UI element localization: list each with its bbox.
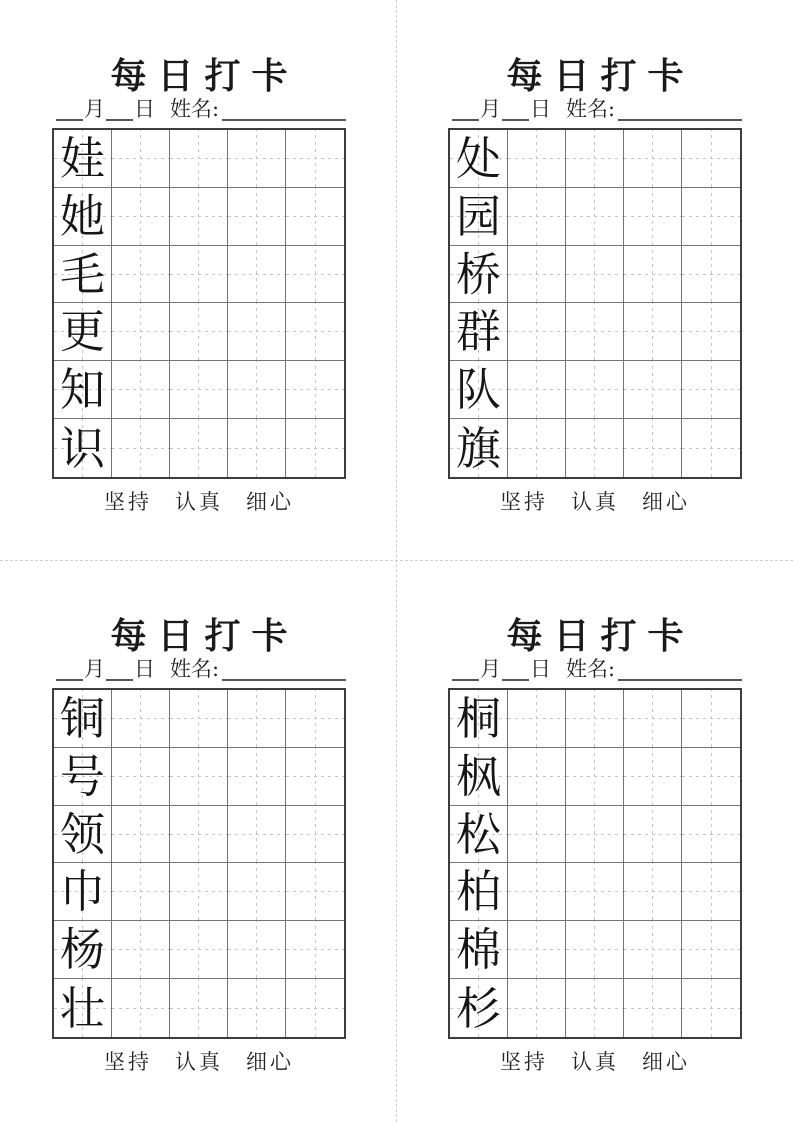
- practice-cell: [508, 130, 566, 188]
- practice-cell: [566, 748, 624, 806]
- practice-cell: [566, 188, 624, 246]
- motto-word: 认真: [175, 1050, 223, 1074]
- practice-cell: [228, 130, 286, 188]
- practice-cell: [566, 690, 624, 748]
- practice-cell: [286, 303, 344, 361]
- character-cell: 号: [54, 748, 112, 806]
- motto-word: 认真: [571, 1050, 619, 1074]
- practice-cell: [508, 361, 566, 419]
- day-label: 日: [134, 96, 155, 121]
- name-label: 姓名:: [170, 656, 220, 681]
- day-blank: [502, 119, 529, 121]
- motto-word: 细心: [246, 490, 294, 514]
- practice-cell: [566, 921, 624, 979]
- day-blank: [106, 679, 133, 681]
- practice-cell: [286, 130, 344, 188]
- practice-cell: [682, 806, 740, 864]
- practice-cell: [566, 303, 624, 361]
- practice-cell: [624, 863, 682, 921]
- practice-cell: [228, 979, 286, 1037]
- practice-cell: [170, 130, 228, 188]
- practice-cell: [566, 863, 624, 921]
- practice-cell: [286, 806, 344, 864]
- name-blank: [222, 679, 346, 681]
- character-cell: 园: [450, 188, 508, 246]
- card-title: 每日打卡: [110, 615, 299, 657]
- practice-cell: [228, 863, 286, 921]
- day-label: 日: [530, 656, 551, 681]
- practice-cell: [682, 690, 740, 748]
- month-blank: [56, 679, 83, 681]
- practice-cell: [624, 690, 682, 748]
- character-cell: 松: [450, 806, 508, 864]
- practice-cell: [170, 246, 228, 304]
- practice-cell: [624, 361, 682, 419]
- practice-cell: [566, 806, 624, 864]
- motto-line: [52, 1046, 346, 1076]
- practice-grid: [448, 128, 742, 479]
- practice-cell: [112, 303, 170, 361]
- day-label: 日: [530, 96, 551, 121]
- character-cell: 娃: [54, 130, 112, 188]
- practice-cell: [682, 863, 740, 921]
- practice-cell: [566, 246, 624, 304]
- practice-cell: [682, 921, 740, 979]
- practice-cell: [624, 419, 682, 477]
- practice-cell: [624, 806, 682, 864]
- date-name-line: [452, 652, 742, 681]
- character-cell: 杉: [450, 979, 508, 1037]
- character-cell: 桥: [450, 246, 508, 304]
- name-blank: [618, 679, 742, 681]
- character-cell: 她: [54, 188, 112, 246]
- motto-word: 坚持: [500, 1050, 548, 1074]
- practice-cell: [286, 979, 344, 1037]
- character-cell: 群: [450, 303, 508, 361]
- date-name-line: [56, 652, 346, 681]
- practice-card-bottom-left: [0, 560, 396, 1120]
- practice-cell: [682, 979, 740, 1037]
- character-cell: 旗: [450, 419, 508, 477]
- practice-cell: [508, 979, 566, 1037]
- practice-cell: [682, 130, 740, 188]
- card-title: 每日打卡: [506, 55, 695, 97]
- practice-cell: [228, 303, 286, 361]
- name-blank: [222, 119, 346, 121]
- practice-grid: [448, 688, 742, 1039]
- card-title: 每日打卡: [506, 615, 695, 657]
- practice-cell: [624, 748, 682, 806]
- practice-cell: [682, 361, 740, 419]
- character-cell: 壮: [54, 979, 112, 1037]
- card-title: 每日打卡: [110, 55, 299, 97]
- practice-card-bottom-right: [396, 560, 792, 1120]
- practice-cell: [170, 188, 228, 246]
- day-blank: [502, 679, 529, 681]
- practice-cell: [624, 921, 682, 979]
- name-label: 姓名:: [170, 96, 220, 121]
- practice-cell: [286, 361, 344, 419]
- character-cell: 柏: [450, 863, 508, 921]
- practice-cell: [170, 979, 228, 1037]
- practice-cell: [682, 419, 740, 477]
- practice-cell: [228, 188, 286, 246]
- practice-cell: [286, 921, 344, 979]
- practice-cell: [228, 419, 286, 477]
- motto-word: 坚持: [104, 490, 152, 514]
- practice-cell: [112, 748, 170, 806]
- practice-cell: [566, 361, 624, 419]
- character-cell: 知: [54, 361, 112, 419]
- practice-cell: [112, 921, 170, 979]
- practice-cell: [112, 979, 170, 1037]
- practice-cell: [286, 246, 344, 304]
- month-label: 月: [480, 96, 501, 121]
- practice-cell: [112, 690, 170, 748]
- practice-cell: [228, 748, 286, 806]
- practice-cell: [112, 188, 170, 246]
- character-cell: 领: [54, 806, 112, 864]
- practice-cell: [286, 690, 344, 748]
- name-label: 姓名:: [566, 656, 616, 681]
- practice-cell: [624, 130, 682, 188]
- date-name-line: [452, 92, 742, 121]
- practice-cell: [566, 130, 624, 188]
- practice-cell: [508, 863, 566, 921]
- practice-cell: [286, 419, 344, 477]
- practice-cell: [228, 806, 286, 864]
- motto-line: [448, 1046, 742, 1076]
- practice-cell: [112, 246, 170, 304]
- character-cell: 桐: [450, 690, 508, 748]
- day-label: 日: [134, 656, 155, 681]
- month-blank: [56, 119, 83, 121]
- practice-cell: [624, 188, 682, 246]
- character-cell: 巾: [54, 863, 112, 921]
- practice-cell: [228, 921, 286, 979]
- practice-cell: [508, 419, 566, 477]
- practice-cell: [286, 863, 344, 921]
- character-cell: 毛: [54, 246, 112, 304]
- practice-cell: [682, 748, 740, 806]
- character-cell: 识: [54, 419, 112, 477]
- month-blank: [452, 119, 479, 121]
- practice-grid: [52, 688, 346, 1039]
- month-blank: [452, 679, 479, 681]
- practice-cell: [508, 690, 566, 748]
- practice-cell: [508, 303, 566, 361]
- practice-cell: [624, 246, 682, 304]
- month-label: 月: [480, 656, 501, 681]
- practice-cell: [508, 188, 566, 246]
- motto-word: 细心: [642, 490, 690, 514]
- practice-grid: [52, 128, 346, 479]
- practice-cell: [112, 863, 170, 921]
- practice-cell: [170, 690, 228, 748]
- practice-cell: [112, 130, 170, 188]
- practice-card-top-right: [396, 0, 792, 560]
- practice-cell: [682, 246, 740, 304]
- practice-cell: [508, 748, 566, 806]
- practice-cell: [286, 188, 344, 246]
- practice-card-top-left: [0, 0, 396, 560]
- motto-line: [52, 486, 346, 516]
- practice-cell: [170, 806, 228, 864]
- practice-cell: [682, 303, 740, 361]
- practice-cell: [228, 690, 286, 748]
- character-cell: 处: [450, 130, 508, 188]
- practice-cell: [566, 979, 624, 1037]
- character-cell: 队: [450, 361, 508, 419]
- practice-cell: [286, 748, 344, 806]
- practice-cell: [508, 246, 566, 304]
- date-name-line: [56, 92, 346, 121]
- motto-word: 细心: [642, 1050, 690, 1074]
- practice-cell: [228, 246, 286, 304]
- practice-cell: [170, 748, 228, 806]
- motto-word: 细心: [246, 1050, 294, 1074]
- month-label: 月: [84, 96, 105, 121]
- practice-cell: [566, 419, 624, 477]
- motto-word: 坚持: [500, 490, 548, 514]
- name-label: 姓名:: [566, 96, 616, 121]
- character-cell: 枫: [450, 748, 508, 806]
- practice-cell: [508, 806, 566, 864]
- practice-cell: [508, 921, 566, 979]
- character-cell: 铜: [54, 690, 112, 748]
- practice-cell: [112, 806, 170, 864]
- practice-cell: [624, 979, 682, 1037]
- practice-cell: [112, 361, 170, 419]
- day-blank: [106, 119, 133, 121]
- motto-word: 坚持: [104, 1050, 152, 1074]
- motto-word: 认真: [571, 490, 619, 514]
- practice-cell: [170, 863, 228, 921]
- motto-line: [448, 486, 742, 516]
- practice-cell: [170, 921, 228, 979]
- practice-cell: [170, 419, 228, 477]
- motto-word: 认真: [175, 490, 223, 514]
- character-cell: 杨: [54, 921, 112, 979]
- practice-cell: [682, 188, 740, 246]
- month-label: 月: [84, 656, 105, 681]
- practice-cell: [624, 303, 682, 361]
- character-cell: 棉: [450, 921, 508, 979]
- practice-cell: [170, 361, 228, 419]
- name-blank: [618, 119, 742, 121]
- practice-cell: [170, 303, 228, 361]
- practice-cell: [228, 361, 286, 419]
- practice-cell: [112, 419, 170, 477]
- character-cell: 更: [54, 303, 112, 361]
